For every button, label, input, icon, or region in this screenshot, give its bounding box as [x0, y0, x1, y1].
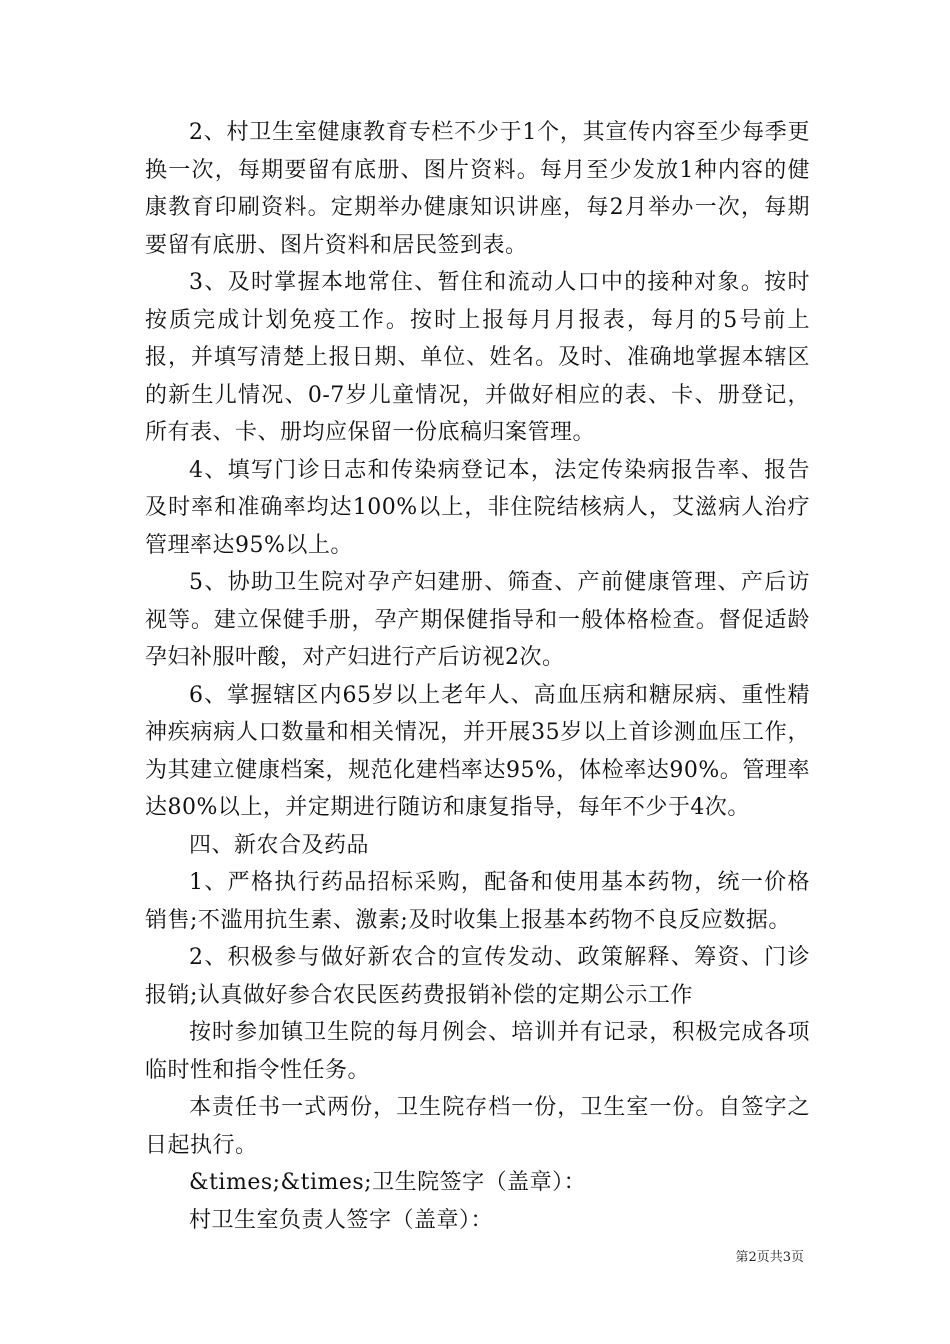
signature-line-hospital: &times;&times;卫生院签字（盖章）：: [189, 1170, 587, 1195]
document-body: [145, 114, 810, 1239]
paragraph-immunization: 3、及时掌握本地常住、暂住和流动人口中的接种对象。按时按质完成计划免疫工作。按时上报每月月报表，每月的5号前上报，并填写清楚上报日期、单位、姓名。及时、准确地掌握本辖区的新生儿情况、0-7岁儿童情况，并做好相应的表、卡、册登记，所有表、卡、册均应保留一份底稿归案管理。: [145, 270, 810, 445]
paragraph-chronic-disease: 6、掌握辖区内65岁以上老年人、高血压病和糖尿病、重性精神疾病病人口数量和相关情况，并开展35岁以上首诊测血压工作，为其建立健康档案，规范化建档率达95%，体检率达90%。管理率达80%以上，并定期进行随访和康复指导，每年不少于4次。: [145, 682, 810, 820]
paragraph-ncms-publicity: 2、积极参与做好新农合的宣传发动、政策解释、筹资、门诊报销;认真做好参合农民医药费报销补偿的定期公示工作: [145, 945, 810, 1008]
signature-line-clinic: 村卫生室负责人签字（盖章）：: [189, 1207, 494, 1233]
paragraph-infectious-disease: 4、填写门诊日志和传染病登记本，法定传染病报告率、报告及时率和准确率均达100%以上，非住院结核病人，艾滋病人治疗管理率达95%以上。: [145, 457, 810, 558]
paragraph-meetings: 按时参加镇卫生院的每月例会、培训并有记录，积极完成各项临时性和指令性任务。: [145, 1020, 810, 1083]
paragraph-drug-procurement: 1、严格执行药品招标采购，配备和使用基本药物，统一价格销售;不滥用抗生素、激素;及时收集上报基本药物不良反应数据。: [145, 870, 810, 933]
paragraph-health-education: 2、村卫生室健康教育专栏不少于1个，其宣传内容至少每季更换一次，每期要留有底册、图片资料。每月至少发放1种内容的健康教育印刷资料。定期举办健康知识讲座，每2月举办一次，每期要留有底册、图片资料和居民签到表。: [145, 120, 810, 258]
page-number: 第2页共3页: [735, 1250, 804, 1265]
paragraph-copies: 本责任书一式两份，卫生院存档一份，卫生室一份。自签字之日起执行。: [145, 1095, 810, 1158]
paragraph-maternal-care: 5、协助卫生院对孕产妇建册、筛查、产前健康管理、产后访视等。建立保健手册，孕产期保健指导和一般体格检查。督促适龄孕妇补服叶酸，对产妇进行产后访视2次。: [145, 570, 810, 670]
section-heading-ncms-drugs: 四、新农合及药品: [189, 832, 370, 858]
